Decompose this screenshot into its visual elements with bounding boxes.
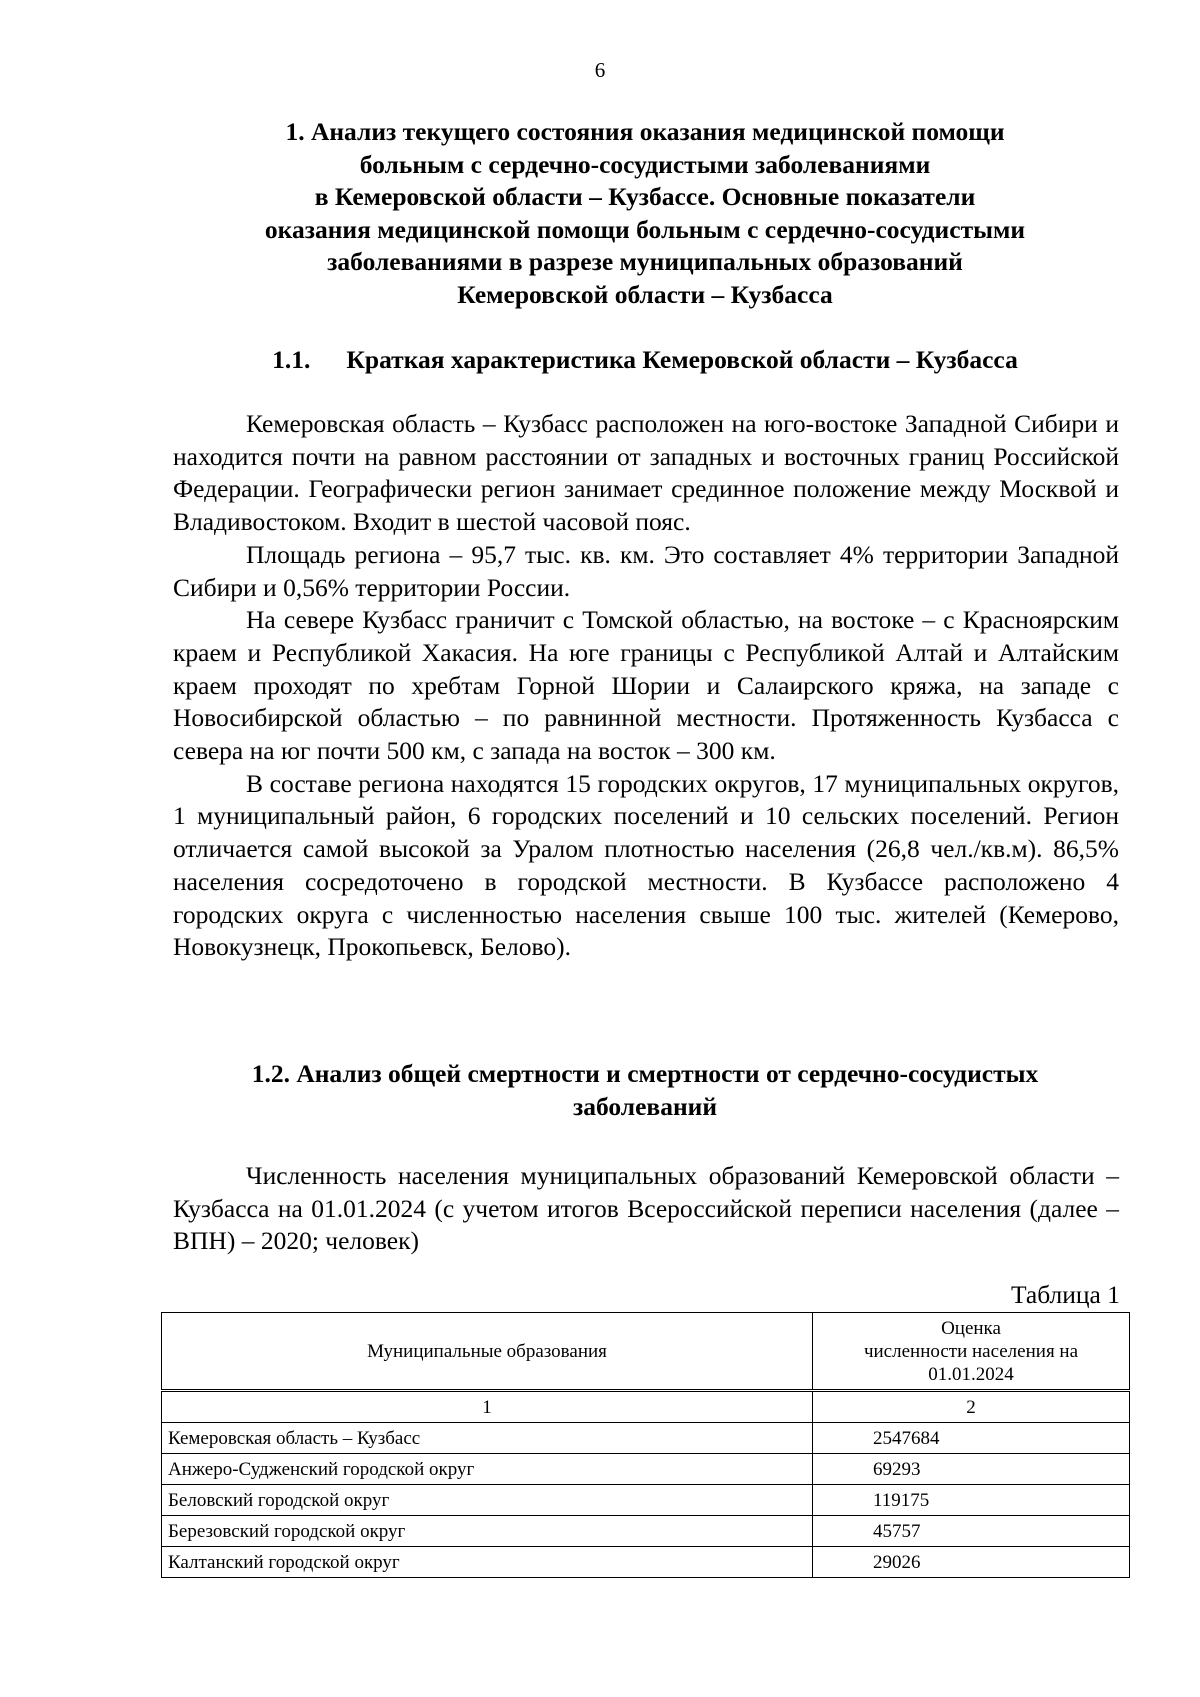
title-line: Кемеровской области – Кузбасса <box>457 279 833 309</box>
population-value: 119175 <box>813 1485 1130 1516</box>
table-row <box>162 1454 1130 1485</box>
municipality-name: Анжеро-Судженский городской округ <box>162 1454 813 1485</box>
title-line: заболеваниями в разрезе муниципальных образований <box>327 247 963 276</box>
municipality-name: Кемеровская область – Кузбасс <box>162 1423 813 1454</box>
paragraph: В составе региона находятся 15 городских округов, 17 муниципальных округов, 1 муниципальный район, 6 городских поселений и 10 сельских поселений. Регион отличается самой высокой за Уралом плотностью населения (26,8 чел./кв.м). 86,5% населения сосредоточено в городской местности. В Кузбассе расположено 4 городских округа с численностью населения свыше 100 тыс. жителей (Кемерово, Новокузнецк, Прокопьевск, Белово). <box>173 768 1119 962</box>
column-number: 2 <box>813 1391 1130 1423</box>
title-line: больным с сердечно-сосудистыми заболеваниями <box>359 149 931 179</box>
population-value: 2547684 <box>813 1423 1130 1454</box>
population-table <box>161 1312 1130 1578</box>
municipality-name: Калтанский городской округ <box>162 1547 813 1578</box>
title-line: оказания медицинской помощи больным с сердечно-сосудистыми <box>264 214 1026 244</box>
title-line: в Кемеровской области – Кузбассе. Основные показатели <box>314 182 976 211</box>
title-line: 1. Анализ текущего состояния оказания медицинской помощи <box>285 117 1005 146</box>
municipality-name: Беловский городской округ <box>162 1485 813 1516</box>
paragraph: Численность населения муниципальных образований Кемеровской области – Кузбасса на 01.01.2024 (с учетом итогов Всероссийской переписи населения (далее – ВПН) – 2020; человек) <box>173 1161 1119 1256</box>
paragraph: На севере Кузбасс граничит с Томской областью, на востоке – с Красноярским краем и Республикой Хакасия. На юге границы с Республикой Алтай и Алтайским краем проходят по хребтам Горной Шории и Салаирского кряжа, на западе с Новосибирской областью – по равнинной местности. Протяженность Кузбасса с севера на юг почти 500 км, с запада на восток – 300 км. <box>173 605 1119 766</box>
population-value: 69293 <box>813 1454 1130 1485</box>
header-line: 01.01.2024 <box>928 1363 1014 1385</box>
municipality-name: Березовский городской округ <box>162 1516 813 1547</box>
section-title: Краткая характеристика Кемеровской области – Кузбасса <box>346 345 1018 374</box>
header-cell-municipalities: Муниципальные образования <box>162 1313 813 1391</box>
header-line: Оценка <box>941 1317 1001 1339</box>
table-row <box>162 1485 1130 1516</box>
section-heading-1-2 <box>160 1058 1130 1123</box>
section-heading-1-1 <box>160 344 1130 377</box>
paragraph: Площадь региона – 95,7 тыс. кв. км. Это составляет 4% территории Западной Сибири и 0,56% территории России. <box>173 539 1119 602</box>
header-cell-population <box>813 1313 1130 1391</box>
column-number-row <box>162 1391 1130 1423</box>
population-value: 45757 <box>813 1516 1130 1547</box>
table-row <box>162 1423 1130 1454</box>
section-1-2-text <box>173 1160 1119 1258</box>
population-value: 29026 <box>813 1547 1130 1578</box>
paragraph: Кемеровская область – Кузбасс расположен на юго-востоке Западной Сибири и находится почти на равном расстоянии от западных и восточных границ Российской Федерации. Географически регион занимает срединное положение между Москвой и Владивостоком. Входит в шестой часовой пояс. <box>173 409 1119 537</box>
section-title-line: заболеваний <box>572 1091 718 1121</box>
table-caption: Таблица 1 <box>1010 1280 1120 1309</box>
section-number: 1.1. <box>272 345 311 374</box>
column-number: 1 <box>162 1391 813 1423</box>
table-row <box>162 1516 1130 1547</box>
header-line: численности населения на <box>863 1340 1079 1362</box>
main-title <box>160 116 1130 311</box>
section-title-line: 1.2. Анализ общей смертности и смертности от сердечно-сосудистых <box>251 1059 1039 1088</box>
table-header-row <box>162 1313 1130 1391</box>
table-row <box>162 1547 1130 1578</box>
section-1-1-text <box>173 408 1119 964</box>
page-number: 6 <box>594 58 606 82</box>
